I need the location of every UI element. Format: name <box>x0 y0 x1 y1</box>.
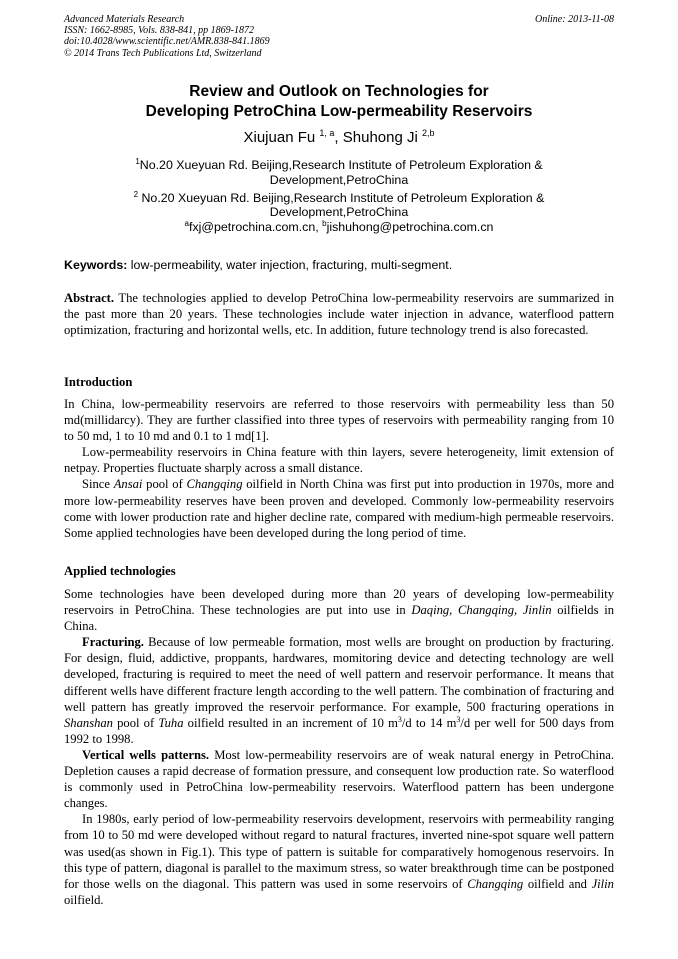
frac-text-c: oilfield resulted in an increment of 10 m <box>183 715 398 730</box>
frac-tuha: Tuha <box>158 715 184 730</box>
affiliation-1-line-1 <box>0 155 678 173</box>
applied-p1-text-a: Some technologies have been developed during more than 20 years of developing low-permeability reservoirs in PetroChina. These technologies are put into use in <box>64 587 614 618</box>
affiliation-2-text: No.20 Xueyuan Rd. Beijing,Research Institute of Petroleum Exploration & <box>138 190 545 205</box>
online-date: Online: 2013-11-08 <box>535 14 614 25</box>
intro-paragraph-3 <box>64 476 614 540</box>
intro-paragraph-2: Low-permeability reservoirs in China feature with thin layers, severe heterogeneity, limit extension of netpay. Properties fluctuate sharply across a small distance. <box>64 445 614 476</box>
keywords <box>64 258 614 272</box>
affiliations <box>0 155 678 220</box>
introduction-heading: Introduction <box>64 375 133 389</box>
frac-shanshan: Shanshan <box>64 715 113 730</box>
author-2-sup: 2,b <box>421 128 435 138</box>
intro-p3-ansai: Ansai <box>113 477 143 492</box>
affiliation-1-line-2: Development,PetroChina <box>269 172 409 187</box>
frac-text-a: Because of low permeable formation, most wells are brought on production by fracturing. For design, fluid, addictive, proppants, hardwares, momitoring device and detecting technology are well developed, fracturing is required to meet the need of well pattern and reservoir performance. It means that different wells have different fracture length according to the well pattern. The combination of fracturing and well pattern has greatly improved the reservoir performance. For example, 500 fracturing operations in <box>64 635 614 714</box>
applied-heading: Applied technologies <box>64 564 176 578</box>
p80-text-a: In 1980s, early period of low-permeability reservoirs development, reservoirs with permeability ranging from 10 to 50 md were developed without regard to natural fractures, inverted nine-spot square well pattern was used(as shown in Fig.1). This type of pattern is suitable for comparatively homogenous reservoirs. In this type of pattern, diagonal is parallel to the maximum stress, so water breakthrough time can be postponed for those wells on the diagonal. This pattern was used in some reservoirs of <box>64 812 614 891</box>
abstract-text: The technologies applied to develop PetroChina low-permeability reservoirs are summarized in the past more than 20 years. These technologies include water injection in advance, waterflood pattern optimization, fracturing and horizontal wells, etc. In addition, future technology trend is also forecasted. <box>64 291 614 338</box>
email-a-sup: a <box>184 219 189 228</box>
vertical-wells-paragraph <box>64 747 614 811</box>
journal-name: Advanced Materials Research <box>64 14 185 25</box>
introduction-body <box>64 396 614 541</box>
intro-p3-text-b: pool of <box>142 477 187 492</box>
applied-body <box>64 586 614 908</box>
keywords-text: low-permeability, water injection, fracturing, multi-segment. <box>127 258 453 272</box>
vertical-wells-label: Vertical wells patterns. <box>82 747 210 762</box>
affiliation-2-line-1 <box>0 188 678 206</box>
vertical-wells-text: Most low-permeability reservoirs are of weak natural energy in PetroChina. Depletion causes a rapid decrease of formation pressure, and consequent low production rate. So waterflood is commonly used in PetroChina low-permeability reservoirs. Waterflood pattern has been undergone changes. <box>64 747 614 811</box>
intro-paragraph-1: In China, low-permeability reservoirs are referred to those reservoirs with permeability less than 50 md(millidarcy). They are further classified into three types of reservoirs with permeability ranging from 10 to 50 md, 1 to 10 md and 0.1 to 1 md[1]. <box>64 397 614 444</box>
frac-text-e: /d per well for 500 days from 1992 to 1998. <box>64 715 614 746</box>
issn-line: ISSN: 1662-8985, Vols. 838-841, pp 1869-1872 <box>64 25 254 37</box>
keywords-label: Keywords: <box>64 258 128 272</box>
title-line-1: Review and Outlook on Technologies for <box>189 83 489 100</box>
author-1: Xiujuan Fu <box>243 129 316 146</box>
abstract <box>64 290 614 338</box>
affiliation-2-sup: 2 <box>133 189 139 199</box>
1980s-paragraph <box>64 811 614 908</box>
applied-p1-fields: Daqing, Changqing, Jinlin <box>411 603 552 618</box>
fracturing-paragraph <box>64 634 614 747</box>
frac-sup-1: 3 <box>397 714 402 724</box>
p80-text-b: oilfield and <box>523 876 592 891</box>
abstract-label: Abstract. <box>64 291 115 305</box>
email-b[interactable]: jishuhong@petrochina.com.cn <box>326 220 494 234</box>
frac-text-d: /d to 14 m <box>401 715 457 730</box>
applied-paragraph-1 <box>64 586 614 634</box>
affiliation-2-line-2: Development,PetroChina <box>269 205 409 220</box>
p80-changqing: Changqing <box>467 876 524 891</box>
frac-sup-2: 3 <box>456 714 461 724</box>
email-b-sup: b <box>322 219 327 228</box>
email-line <box>0 219 678 234</box>
copyright-line: © 2014 Trans Tech Publications Ltd, Switzerland <box>64 47 262 59</box>
p80-text-c: oilfield. <box>64 892 104 907</box>
frac-text-b: pool of <box>112 715 159 730</box>
fracturing-label: Fracturing. <box>82 635 144 650</box>
email-a[interactable]: fxj@petrochina.com.cn, <box>189 220 319 234</box>
paper-title <box>0 82 678 122</box>
intro-p3-changqing: Changqing <box>186 477 243 492</box>
applied-p1-text-b: oilfields in China. <box>64 603 614 634</box>
journal-header <box>64 14 270 59</box>
title-line-2: Developing PetroChina Low-permeability Reservoirs <box>145 103 533 120</box>
affiliation-1-text: No.20 Xueyuan Rd. Beijing,Research Institute of Petroleum Exploration & <box>139 158 543 172</box>
author-1-sup: 1, a <box>319 128 335 138</box>
intro-p3-text-a: Since <box>82 477 114 492</box>
intro-p3-text-c: oilfield in North China was first put into production in 1970s, more and more low-permeability reserves have been proven and developed. Commonly low-permeability reservoirs come with lower production rate and higher decline rate, compared with medium-high permeable reservoirs. Some applied technologies have been developed during the long period of time. <box>64 477 614 540</box>
p80-jilin: Jilin <box>591 876 614 891</box>
author-list: Xiujuan Fu $^{1, a}$, Shuhong Ji $^{2,b}$ <box>243 128 435 146</box>
affiliation-1-sup: 1 <box>135 157 140 166</box>
doi-line: doi:10.4028/www.scientific.net/AMR.838-841.1869 <box>64 36 270 48</box>
author-2: Shuhong Ji <box>342 129 418 146</box>
